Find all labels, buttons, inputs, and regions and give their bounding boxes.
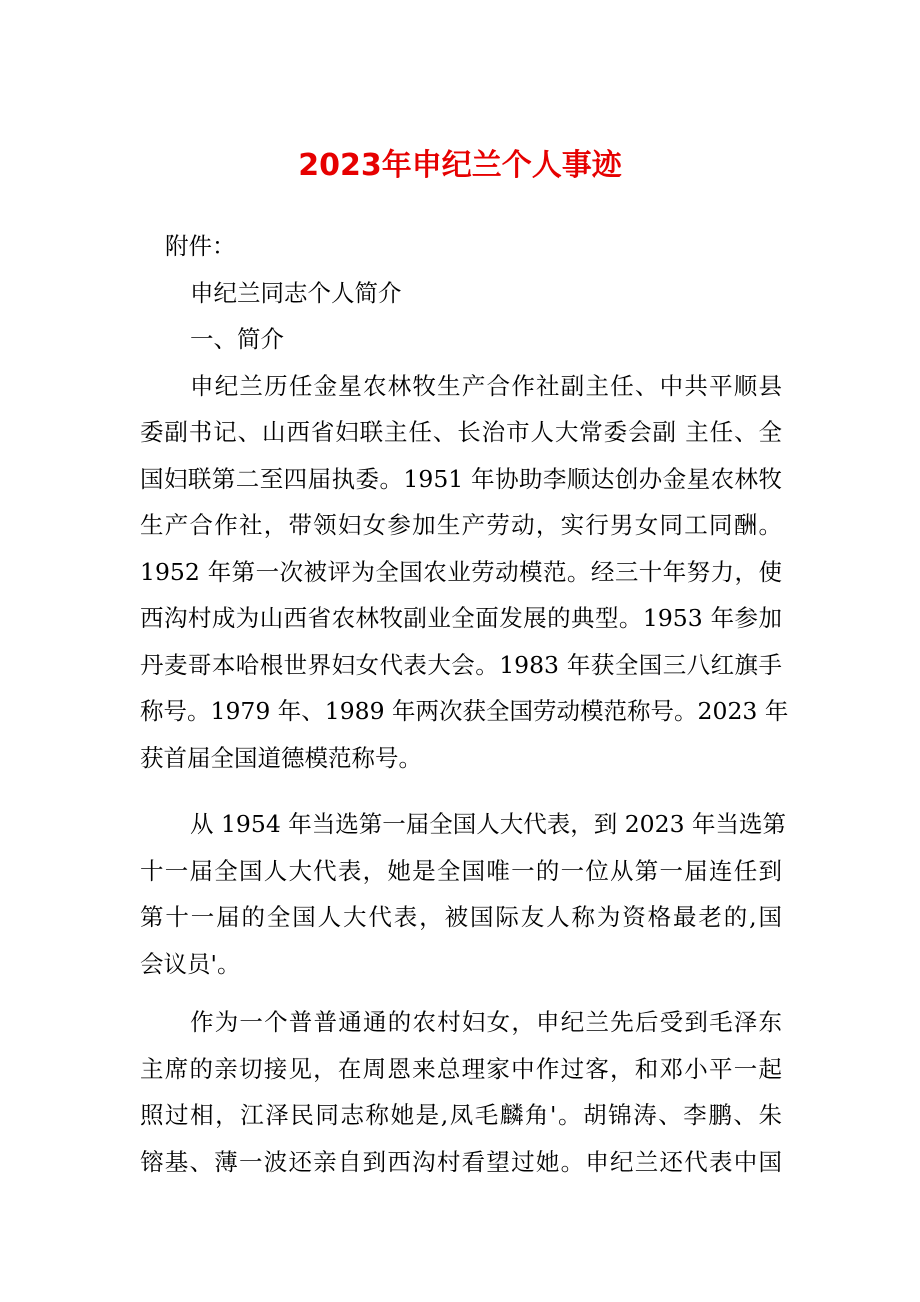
paragraph-line: 西沟村成为山西省农林牧副业全面发展的典型。1953 年参加 xyxy=(140,604,782,632)
paragraph-line: 主席的亲切接见，在周恩来总理家中作过客，和邓小平一起 xyxy=(140,1054,782,1083)
paragraph-line: 丹麦哥本哈根世界妇女代表大会。1983 年获全国三八红旗手 xyxy=(140,650,782,679)
paragraph-line: 委副书记、山西省妇联主任、长治市人大常委会副 主任、全 xyxy=(140,418,782,446)
paragraph-line: 申纪兰历任金星农林牧生产合作社副主任、中共平顺县 xyxy=(190,371,782,400)
paragraph-line: 从 1954 年当选第一届全国人大代表，到 2023 年当选第 xyxy=(190,810,786,838)
paragraph-line: 生产合作社，带领妇女参加生产劳动，实行男女同工同酬。 xyxy=(140,511,782,539)
section-heading: 一、简介 xyxy=(190,325,284,353)
paragraph-line: 十一届全国人大代表，她是全国唯一的一位从第一届连任到 xyxy=(140,856,782,885)
paragraph-line: 获首届全国道德模范称号。 xyxy=(140,743,422,772)
paragraph-line: 称号。1979 年、1989 年两次获全国劳动模范称号。2023 年 xyxy=(140,697,789,725)
document-title: 2023年申纪兰个人事迹 xyxy=(298,148,622,183)
paragraph-npc xyxy=(140,801,786,987)
paragraph-line: 第十一届的全国人大代表，被国际友人称为资格最老的,国 xyxy=(140,903,782,931)
paragraph-leaders xyxy=(140,999,782,1185)
attachment-label: 附件： xyxy=(165,232,236,260)
paragraph-line: 照过相，江泽民同志称她是,凤毛麟角'。胡锦涛、李鹏、朱 xyxy=(140,1101,782,1129)
paragraph-line: 镕基、薄一波还亲自到西沟村看望过她。申纪兰还代表中国 xyxy=(140,1147,782,1176)
paragraph-line: 1952 年第一次被评为全国农业劳动模范。经三十年努力，使 xyxy=(140,557,782,586)
paragraph-line: 会议员'。 xyxy=(140,949,241,978)
paragraph-intro xyxy=(140,363,789,782)
subtitle: 申纪兰同志个人简介 xyxy=(190,278,402,307)
paragraph-line: 国妇联第二至四届执委。1951 年协助李顺达创办金星农林牧 xyxy=(140,464,782,493)
document-body xyxy=(140,223,789,1185)
paragraph-line: 作为一个普普通通的农村妇女，申纪兰先后受到毛泽东 xyxy=(190,1008,782,1036)
